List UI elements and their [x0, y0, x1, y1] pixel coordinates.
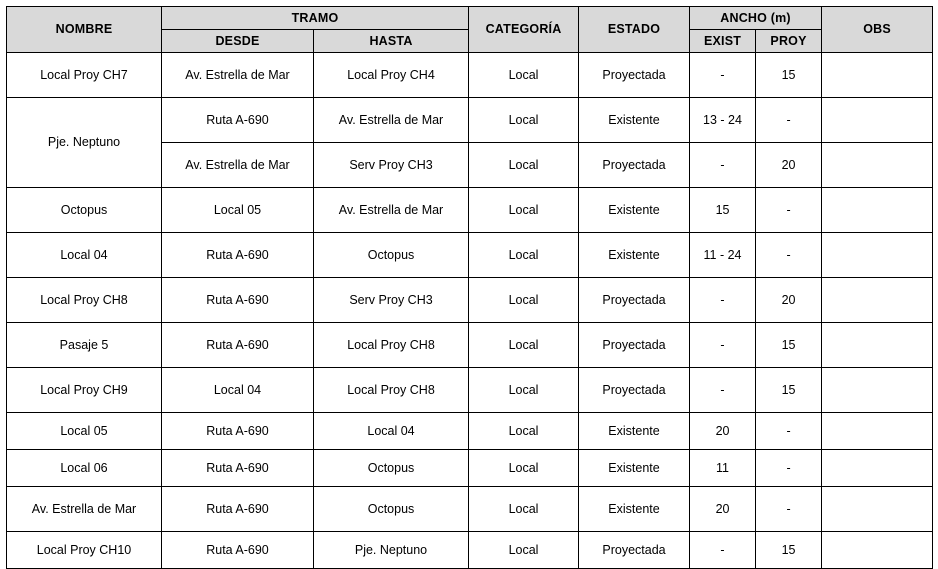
cell-proy: 15	[756, 323, 822, 368]
cell-categoria: Local	[469, 98, 579, 143]
cell-hasta: Local Proy CH8	[314, 368, 469, 413]
cell-desde: Av. Estrella de Mar	[162, 143, 314, 188]
cell-categoria: Local	[469, 487, 579, 532]
cell-nombre: Pasaje 5	[7, 323, 162, 368]
cell-estado: Proyectada	[579, 368, 690, 413]
column-header-estado: ESTADO	[579, 7, 690, 53]
cell-obs	[822, 233, 933, 278]
cell-obs	[822, 53, 933, 98]
table-row	[7, 98, 933, 143]
cell-hasta: Serv Proy CH3	[314, 278, 469, 323]
table-row	[7, 53, 933, 98]
cell-desde: Ruta A-690	[162, 323, 314, 368]
cell-obs	[822, 278, 933, 323]
column-header-nombre: NOMBRE	[7, 7, 162, 53]
cell-desde: Local 05	[162, 188, 314, 233]
cell-estado: Proyectada	[579, 143, 690, 188]
cell-proy: -	[756, 188, 822, 233]
cell-nombre: Local Proy CH10	[7, 532, 162, 569]
cell-desde: Av. Estrella de Mar	[162, 53, 314, 98]
cell-hasta: Local Proy CH4	[314, 53, 469, 98]
cell-exist: 11 - 24	[690, 233, 756, 278]
cell-desde: Ruta A-690	[162, 450, 314, 487]
cell-nombre: Local 06	[7, 450, 162, 487]
road-inventory-table	[6, 6, 933, 569]
cell-proy: -	[756, 450, 822, 487]
cell-proy: -	[756, 487, 822, 532]
cell-proy: 20	[756, 143, 822, 188]
cell-obs	[822, 450, 933, 487]
cell-estado: Existente	[579, 487, 690, 532]
column-header-tramo: TRAMO	[162, 7, 469, 30]
cell-obs	[822, 143, 933, 188]
cell-desde: Ruta A-690	[162, 413, 314, 450]
cell-nombre: Local Proy CH9	[7, 368, 162, 413]
table-row	[7, 278, 933, 323]
column-header-desde: DESDE	[162, 30, 314, 53]
table-body	[7, 53, 933, 569]
cell-desde: Ruta A-690	[162, 278, 314, 323]
cell-hasta: Av. Estrella de Mar	[314, 188, 469, 233]
cell-proy: 15	[756, 532, 822, 569]
cell-obs	[822, 532, 933, 569]
cell-exist: 20	[690, 487, 756, 532]
cell-exist: -	[690, 532, 756, 569]
cell-estado: Proyectada	[579, 53, 690, 98]
cell-exist: 15	[690, 188, 756, 233]
cell-estado: Proyectada	[579, 323, 690, 368]
cell-proy: 15	[756, 53, 822, 98]
cell-nombre: Local 05	[7, 413, 162, 450]
cell-exist: -	[690, 143, 756, 188]
cell-categoria: Local	[469, 143, 579, 188]
cell-categoria: Local	[469, 413, 579, 450]
cell-nombre: Local Proy CH8	[7, 278, 162, 323]
cell-desde: Ruta A-690	[162, 98, 314, 143]
table-row	[7, 487, 933, 532]
cell-desde: Local 04	[162, 368, 314, 413]
table-row	[7, 413, 933, 450]
cell-estado: Existente	[579, 188, 690, 233]
cell-proy: 15	[756, 368, 822, 413]
cell-nombre: Pje. Neptuno	[7, 98, 162, 188]
cell-obs	[822, 368, 933, 413]
cell-hasta: Octopus	[314, 450, 469, 487]
header-row-top	[7, 7, 933, 30]
cell-nombre: Octopus	[7, 188, 162, 233]
cell-estado: Existente	[579, 233, 690, 278]
cell-desde: Ruta A-690	[162, 233, 314, 278]
cell-exist: 20	[690, 413, 756, 450]
cell-nombre: Local 04	[7, 233, 162, 278]
cell-obs	[822, 188, 933, 233]
cell-exist: -	[690, 323, 756, 368]
cell-hasta: Pje. Neptuno	[314, 532, 469, 569]
cell-exist: -	[690, 53, 756, 98]
cell-hasta: Octopus	[314, 233, 469, 278]
cell-obs	[822, 487, 933, 532]
cell-proy: -	[756, 233, 822, 278]
cell-proy: -	[756, 98, 822, 143]
cell-categoria: Local	[469, 450, 579, 487]
cell-categoria: Local	[469, 368, 579, 413]
column-header-ancho: ANCHO (m)	[690, 7, 822, 30]
column-header-hasta: HASTA	[314, 30, 469, 53]
cell-categoria: Local	[469, 53, 579, 98]
cell-hasta: Av. Estrella de Mar	[314, 98, 469, 143]
cell-exist: 11	[690, 450, 756, 487]
cell-exist: -	[690, 278, 756, 323]
column-header-obs: OBS	[822, 7, 933, 53]
cell-estado: Existente	[579, 413, 690, 450]
cell-categoria: Local	[469, 323, 579, 368]
cell-nombre: Local Proy CH7	[7, 53, 162, 98]
cell-proy: -	[756, 413, 822, 450]
cell-categoria: Local	[469, 278, 579, 323]
table-row	[7, 323, 933, 368]
cell-hasta: Local 04	[314, 413, 469, 450]
cell-estado: Existente	[579, 450, 690, 487]
cell-obs	[822, 413, 933, 450]
cell-proy: 20	[756, 278, 822, 323]
table-row	[7, 368, 933, 413]
cell-hasta: Octopus	[314, 487, 469, 532]
cell-hasta: Local Proy CH8	[314, 323, 469, 368]
cell-obs	[822, 323, 933, 368]
cell-exist: 13 - 24	[690, 98, 756, 143]
cell-categoria: Local	[469, 233, 579, 278]
column-header-categoria: CATEGORÍA	[469, 7, 579, 53]
cell-obs	[822, 98, 933, 143]
cell-hasta: Serv Proy CH3	[314, 143, 469, 188]
column-header-proy: PROY	[756, 30, 822, 53]
table-header	[7, 7, 933, 53]
cell-estado: Existente	[579, 98, 690, 143]
table-row	[7, 532, 933, 569]
table-row	[7, 233, 933, 278]
cell-desde: Ruta A-690	[162, 487, 314, 532]
cell-estado: Proyectada	[579, 532, 690, 569]
column-header-exist: EXIST	[690, 30, 756, 53]
cell-categoria: Local	[469, 188, 579, 233]
cell-nombre: Av. Estrella de Mar	[7, 487, 162, 532]
cell-estado: Proyectada	[579, 278, 690, 323]
table-row	[7, 450, 933, 487]
cell-categoria: Local	[469, 532, 579, 569]
cell-desde: Ruta A-690	[162, 532, 314, 569]
table-row	[7, 188, 933, 233]
cell-exist: -	[690, 368, 756, 413]
